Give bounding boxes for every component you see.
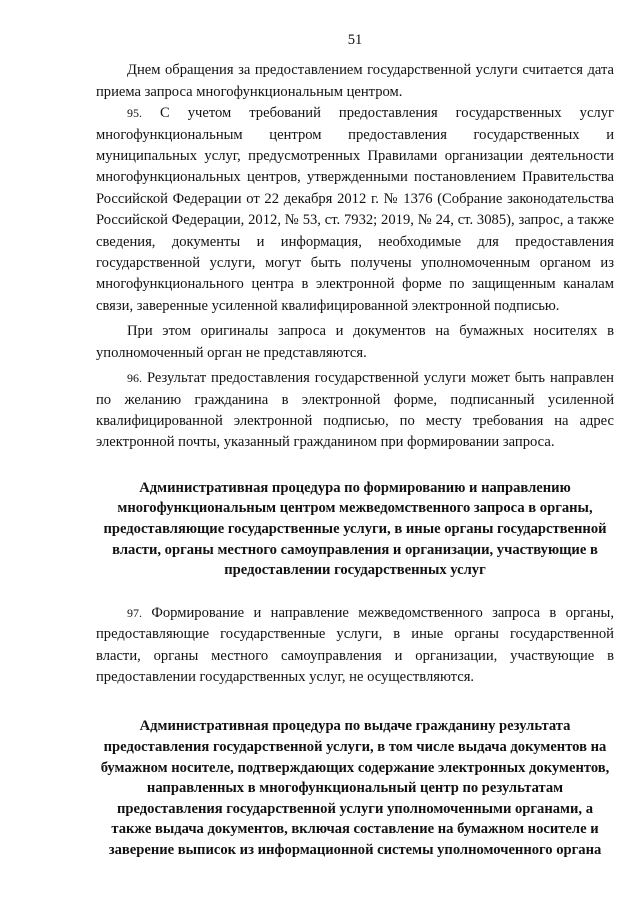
paragraph-text: С учетом требований предоставления государственных услуг многофункциональным центром предоставления государственных и муниципальных услуг, предусмотренных Правилами организации деятельности многофункциональных центров, утвержденными постановлением Правительства Российской Федерации от 22 декабря 2012 г. № 1376 (Собрание законодательства Российской Федерации, 2012, № 53, ст. 7932; 2019, № 24, ст. 3085), запрос, а также сведения, документы и информация, необходимые для предоставления государственной услуги, могут быть получены уполномоченным органом из многофункционального центра в электронной форме по защищенным каналам связи, заверенные усиленной квалифицированной электронной подписью. [96,105,614,314]
page-number: 51 [347,32,363,48]
paragraph-96 [96,368,614,454]
section-heading-interagency-request: Административная процедура по формированию и направлению многофункциональным центром межведомственного запроса в органы, предоставляющие государственные услуги, в иные органы государственной власти, органы местного самоуправления и организации, участвующие в предоставлении государственных услуг [103,479,607,579]
paragraph-number: 95. [127,106,142,121]
paragraph-text: Формирование и направление межведомственного запроса в органы, предоставляющие государственные услуги, в иные органы государственной власти, органы местного самоуправления и организации, участвующие в предоставлении государственных услуг, не осуществляются. [96,604,614,685]
paragraph-number: 97. [127,605,142,620]
paragraph-text: Результат предоставления государственной услуги может быть направлен по желанию гражданина в электронной форме, подписанный усиленной квалифицированной электронной подписью, по месту требования на адрес электронной почты, указанный гражданином при формировании запроса. [96,370,614,451]
paragraph-number: 96. [127,371,142,386]
paragraph-95 [96,103,614,317]
paragraph-originals: При этом оригиналы запроса и документов на бумажных носителях в уполномоченный орган не представляются. [96,323,614,361]
paragraph-97 [96,603,614,689]
section-heading-result-issuance: Административная процедура по выдаче гражданину результата предоставления государственной услуги, в том числе выдача документов на бумажном носителе, подтверждающих содержание электронных документов, направленных в многофункциональный центр по результатам предоставления государственной услуги уполномоченными органами, а также выдача документов, включая составление на бумажном носителе и заверение выписок из информационной системы уполномоченного органа [100,718,610,858]
paragraph-request-day: Днем обращения за предоставлением государственной услуги считается дата приема запроса многофункциональным центром. [96,62,614,100]
